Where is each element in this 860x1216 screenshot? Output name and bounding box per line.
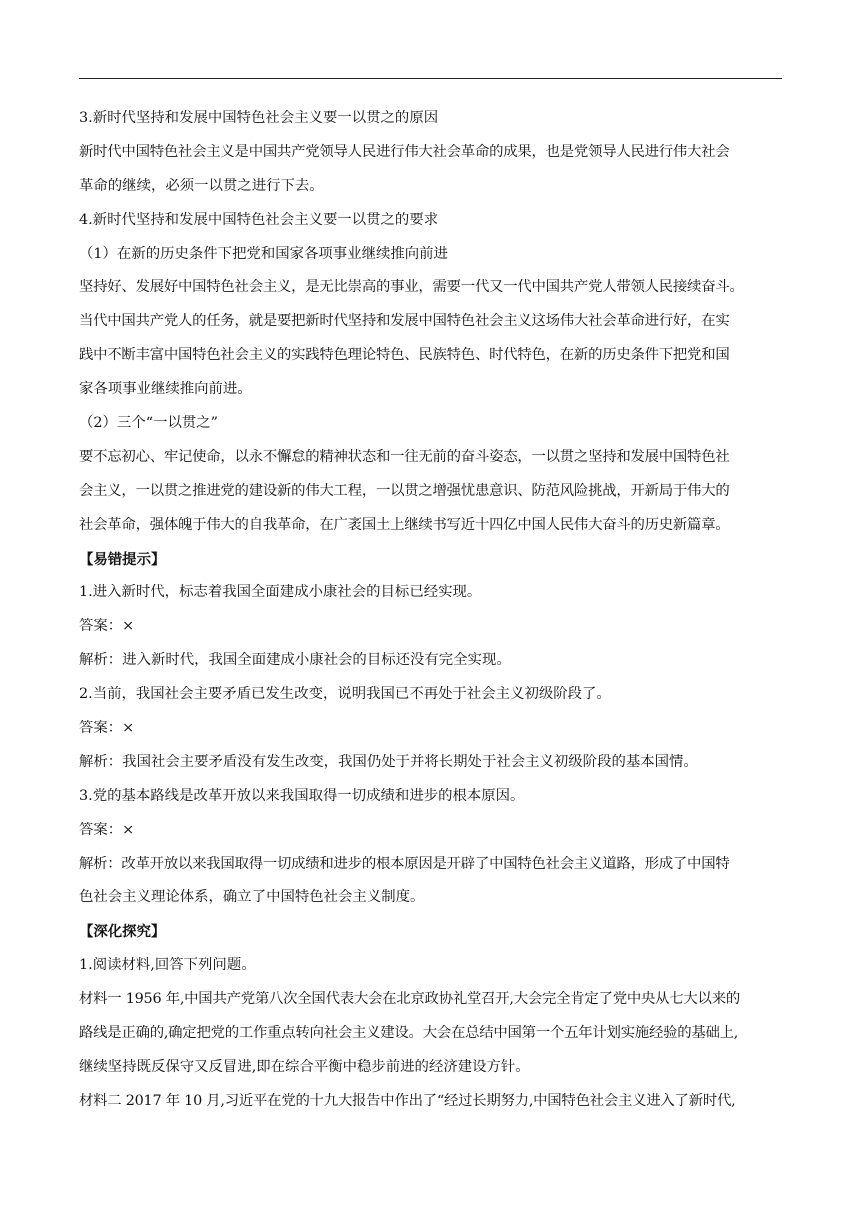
analysis-text: 解析：进入新时代，我国全面建成小康社会的目标还没有完全实现。 [79, 652, 511, 669]
answer-text: 答案：× [79, 821, 135, 838]
subheading-2: （2）三个“一以贯之” [79, 415, 218, 432]
paragraph-line: 社会革命，强体魄于伟大的自我革命，在广袤国土上继续书写近十四亿中国人民伟大奋斗的历史新篇章。 [79, 516, 730, 533]
paragraph-line: 要不忘初心、牢记使命，以永不懈怠的精神状态和一往无前的奋斗姿态，一以贯之坚持和发展中国特色社 [79, 448, 730, 465]
question-item: 3.党的基本路线是改革开放以来我国取得一切成绩和进步的根本原因。 [79, 787, 525, 804]
section-label-deep-exploration: 【深化探究】 [79, 923, 166, 941]
paragraph-line: 践中不断丰富中国特色社会主义的实践特色理论特色、民族特色、时代特色，在新的历史条件下把党和国 [79, 347, 730, 364]
section-label-error-tips: 【易错提示】 [79, 550, 166, 568]
document-body [79, 102, 785, 1119]
paragraph-line: 坚持好、发展好中国特色社会主义，是无比崇高的事业，需要一代又一代中国共产党人带领人民接续奋斗。 [79, 279, 744, 296]
subheading-1: （1）在新的历史条件下把党和国家各项事业继续推向前进 [79, 245, 448, 262]
material-text: 继续坚持既反保守又反冒进,即在综合平衡中稳步前进的经济建设方针。 [79, 1058, 530, 1075]
question-item: 1.进入新时代，标志着我国全面建成小康社会的目标已经实现。 [79, 584, 482, 601]
analysis-text: 解析：我国社会主要矛盾没有发生改变，我国仍处于并将长期处于社会主义初级阶段的基本国情。 [79, 753, 698, 770]
answer-text: 答案：× [79, 618, 135, 635]
section-heading-3: 3.新时代坚持和发展中国特色社会主义要一以贯之的原因 [79, 110, 439, 126]
material-text: 路线是正确的,确定把党的工作重点转向社会主义建设。大会在总结中国第一个五年计划实施经验的基础上, [79, 1025, 739, 1042]
paragraph-line: 当代中国共产党人的任务，就是要把新时代坚持和发展中国特色社会主义这场伟大社会革命进行好，在实 [79, 313, 730, 330]
paragraph-line: 家各项事业继续推向前进。 [79, 381, 252, 398]
question-item: 2.当前，我国社会主要矛盾已发生改变，说明我国已不再处于社会主义初级阶段了。 [79, 686, 611, 703]
question-prompt: 1.阅读材料,回答下列问题。 [79, 957, 256, 974]
paragraph-line: 会主义，一以贯之推进党的建设新的伟大工程，一以贯之增强忧患意识、防范风险挑战，开新局于伟大的 [79, 482, 730, 499]
analysis-text: 色社会主义理论体系，确立了中国特色社会主义制度。 [79, 889, 425, 906]
material-text: 材料一 1956 年,中国共产党第八次全国代表大会在北京政协礼堂召开,大会完全肯定了党中央从七大以来的 [79, 991, 740, 1008]
answer-text: 答案：× [79, 720, 135, 737]
header-rule [79, 78, 782, 79]
material-text: 材料二 2017 年 10 月,习近平在党的十九大报告中作出了“经过长期努力,中国特色社会主义进入了新时代, [79, 1092, 736, 1109]
section-heading-4: 4.新时代坚持和发展中国特色社会主义要一以贯之的要求 [79, 211, 439, 228]
analysis-text: 解析：改革开放以来我国取得一切成绩和进步的根本原因是开辟了中国特色社会主义道路，形成了中国特 [79, 855, 730, 872]
paragraph-line: 革命的继续，必须一以贯之进行下去。 [79, 177, 324, 194]
paragraph-line: 新时代中国特色社会主义是中国共产党领导人民进行伟大社会革命的成果，也是党领导人民进行伟大社会 [79, 143, 730, 160]
